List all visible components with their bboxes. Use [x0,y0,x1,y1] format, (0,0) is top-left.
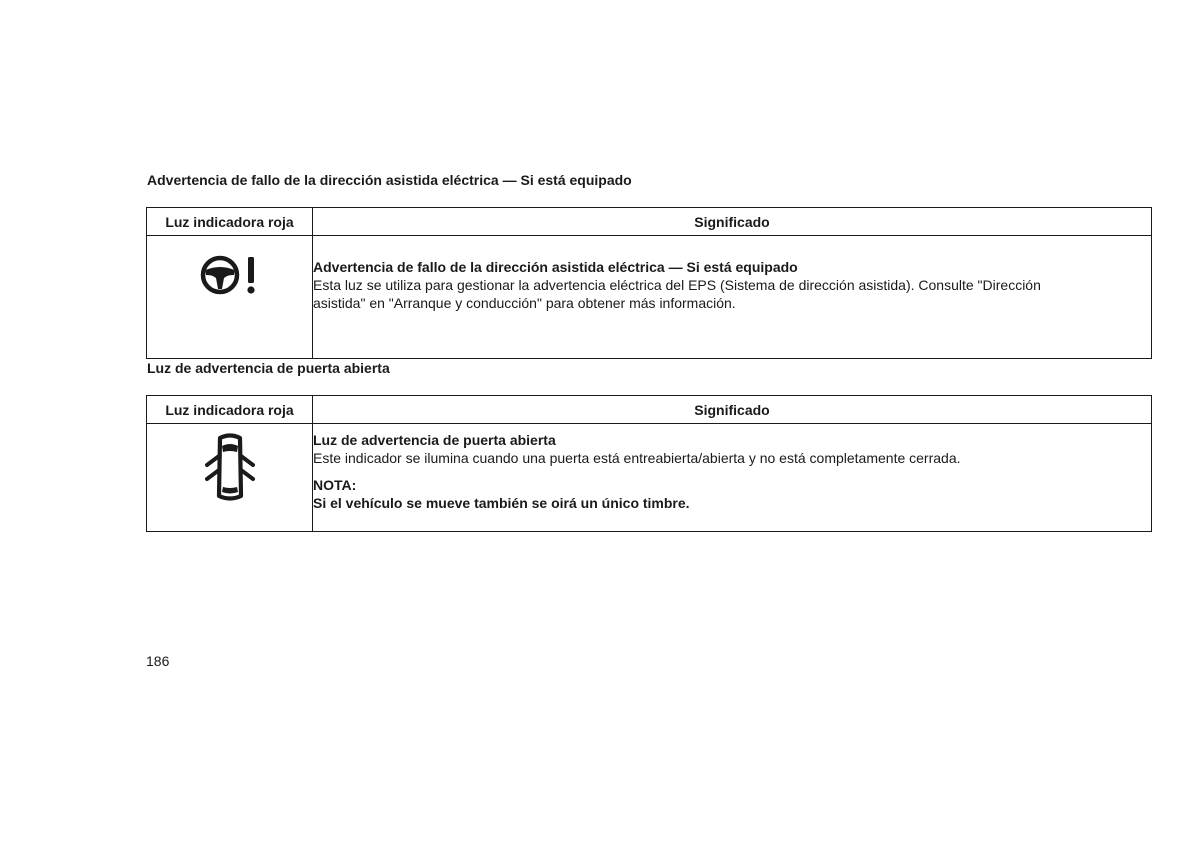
meaning-body-line: asistida" en "Arranque y conducción" para obtener más información. [313,295,736,311]
column-header-meaning: Significado [313,396,1152,424]
table-row [147,236,1152,359]
meaning-cell [313,424,1152,532]
page-number: 186 [146,653,170,669]
note-text: Si el vehículo se mueve también se oirá un único timbre. [313,495,690,511]
eps-indicator-table [146,207,1152,359]
table-row [147,424,1152,532]
section-heading-door-open: Luz de advertencia de puerta abierta [147,360,390,376]
door-indicator-table [146,395,1152,532]
meaning-body-line: Esta luz se utiliza para gestionar la advertencia eléctrica del EPS (Sistema de dirección asistida). Consulte "Dirección [313,277,1041,293]
table-header-row [147,208,1152,236]
note-label: NOTA: [313,477,357,493]
steering-wheel-warning-icon [200,253,260,300]
indicator-icon-cell [147,424,313,532]
meaning-body-line: Este indicador se ilumina cuando una puerta está entreabierta/abierta y no está completamente cerrada. [313,450,961,466]
meaning-cell [313,236,1152,359]
column-header-indicator: Luz indicadora roja [147,208,313,236]
column-header-meaning: Significado [313,208,1152,236]
section-heading-eps: Advertencia de fallo de la dirección asistida eléctrica — Si está equipado [147,172,632,188]
table-header-row [147,396,1152,424]
door-open-car-icon [204,432,256,507]
meaning-title: Advertencia de fallo de la dirección asistida eléctrica — Si está equipado [313,259,798,275]
column-header-indicator: Luz indicadora roja [147,396,313,424]
indicator-icon-cell [147,236,313,359]
meaning-title: Luz de advertencia de puerta abierta [313,432,556,448]
